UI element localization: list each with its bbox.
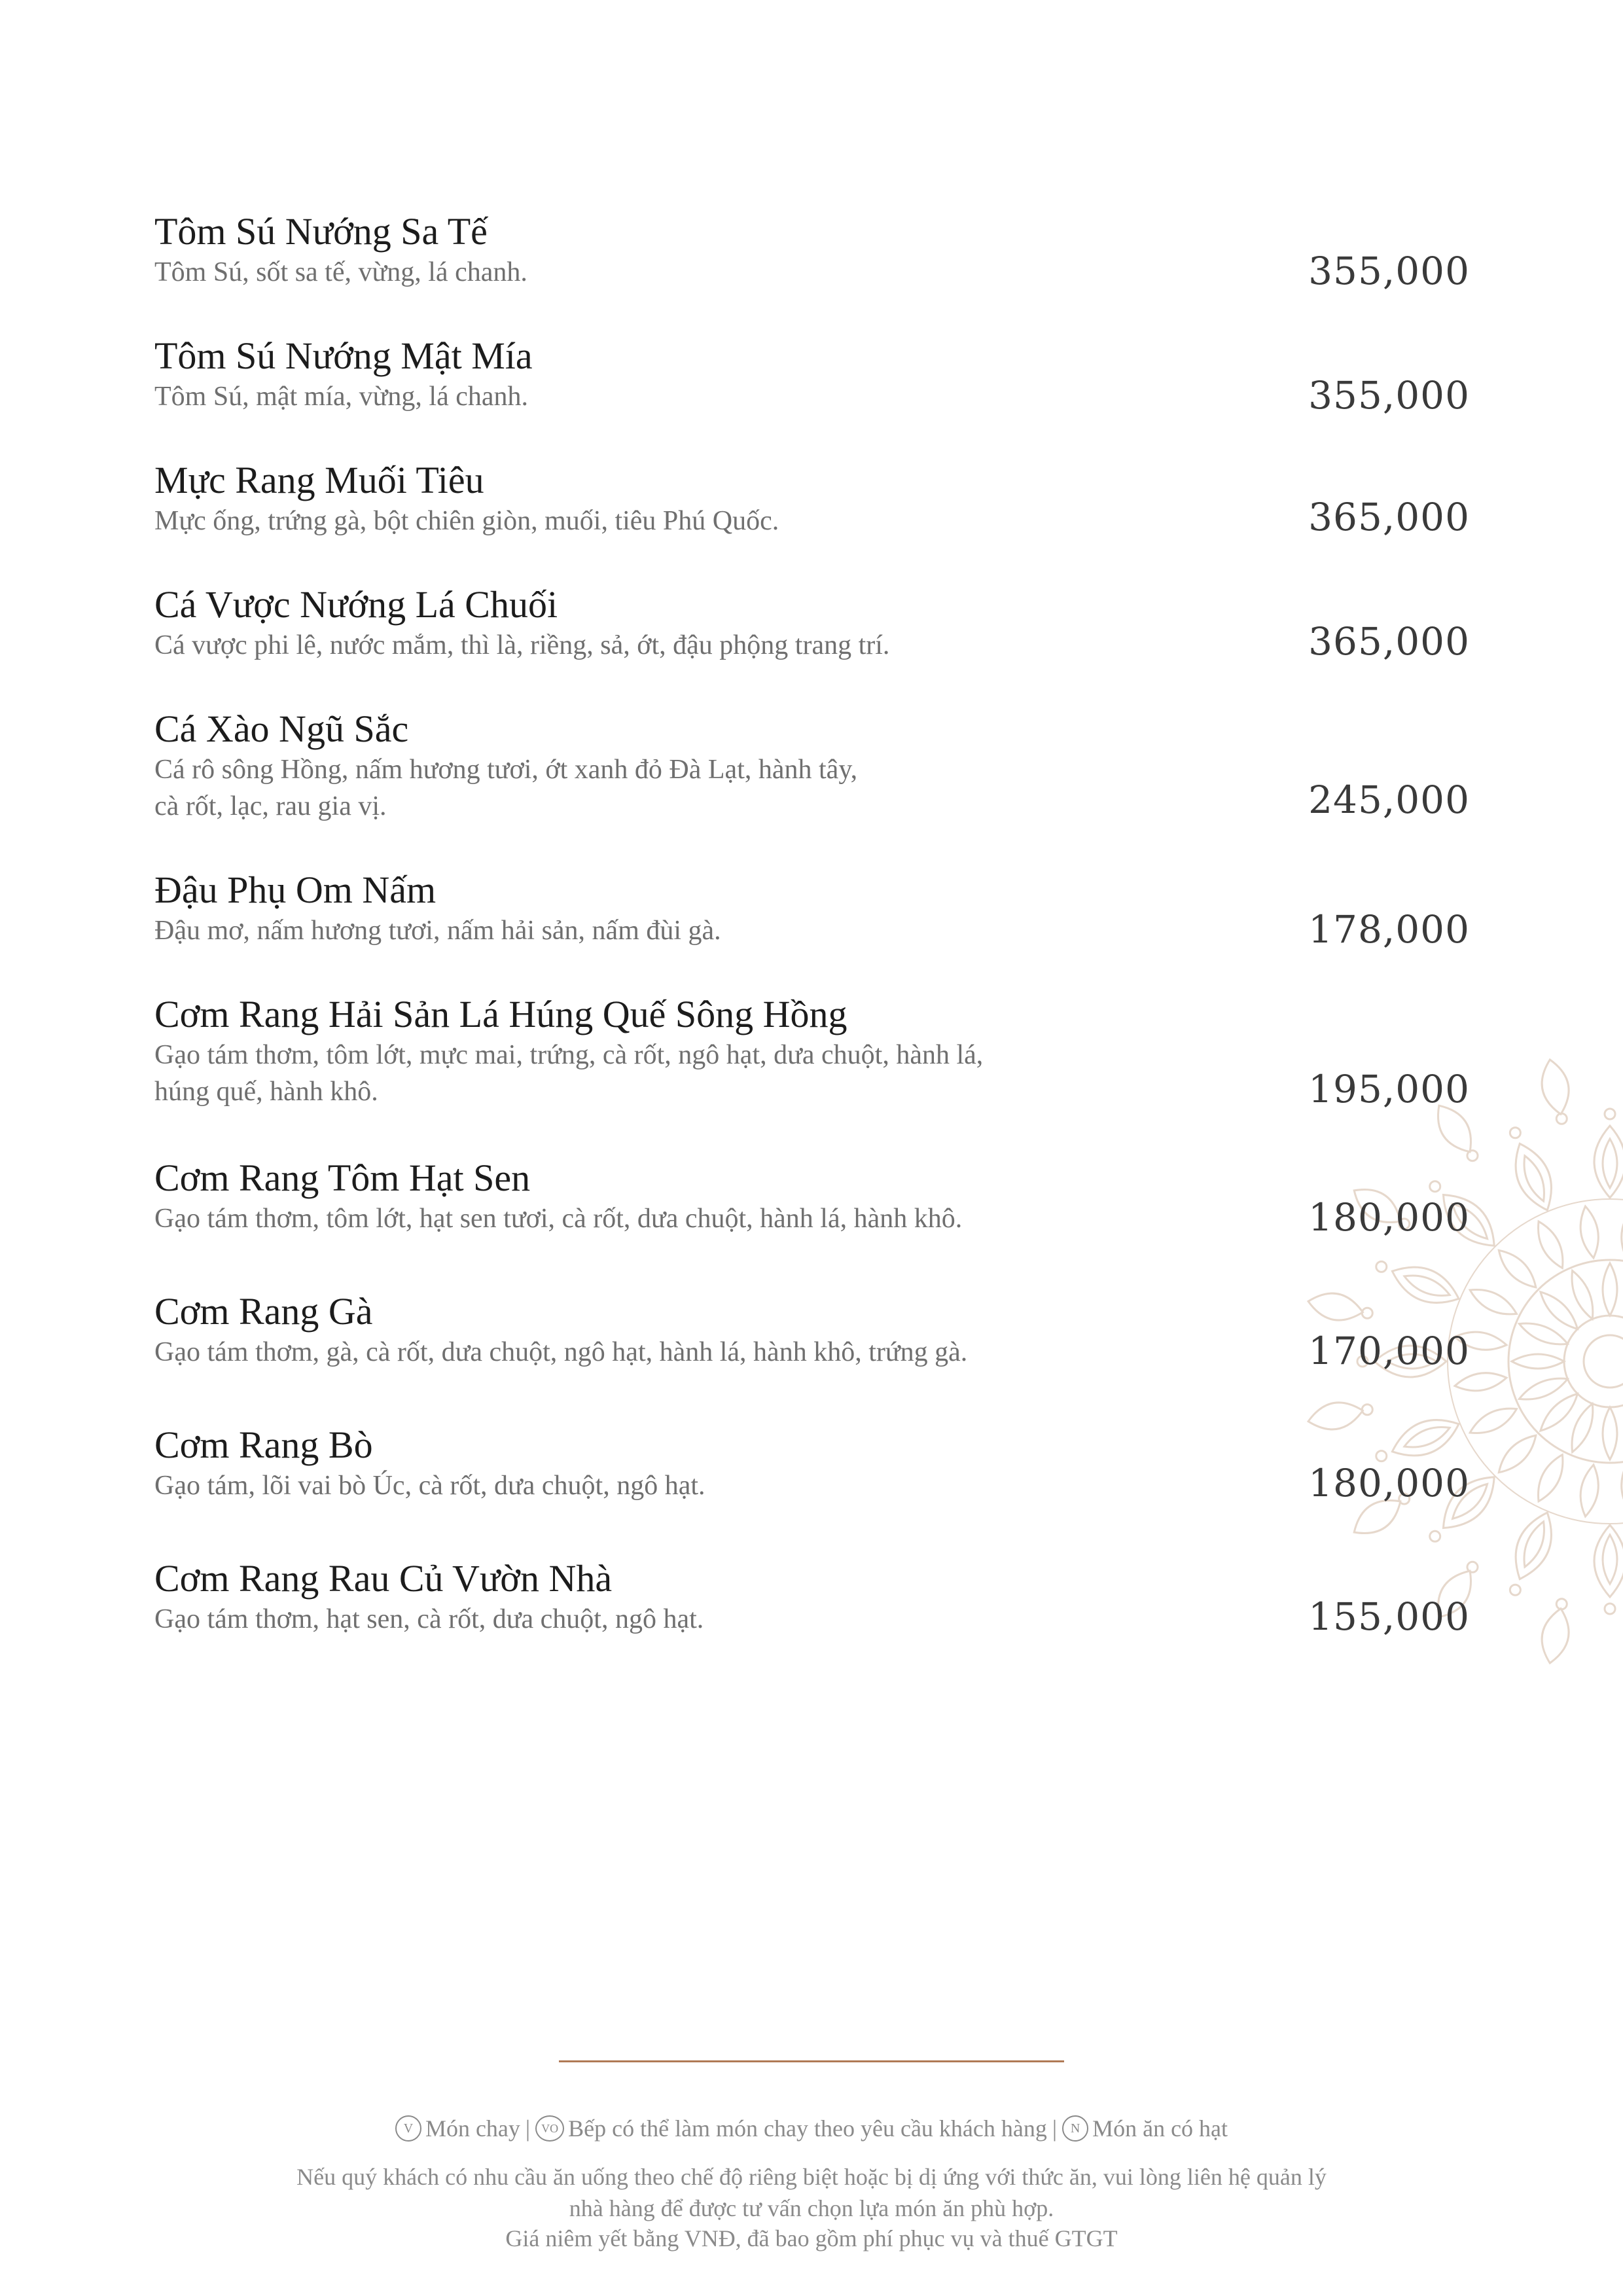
dish-name: Cơm Rang Gà: [154, 1290, 373, 1333]
dish-name: Cơm Rang Tôm Hạt Sen: [154, 1157, 531, 1199]
dish-price: 355,000: [1308, 249, 1470, 293]
menu-item: [154, 332, 1470, 418]
dish-name: Cơm Rang Bò: [154, 1424, 373, 1466]
dietary-legend: [0, 2113, 1623, 2144]
menu-item: [154, 991, 1470, 1110]
menu-item: [154, 867, 1470, 952]
dish-name: Đậu Phụ Om Nấm: [154, 869, 437, 911]
dish-name: Tôm Sú Nướng Sa Tế: [154, 210, 488, 253]
dish-name: Cơm Rang Hải Sản Lá Húng Quế Sông Hồng: [154, 993, 847, 1035]
dish-price: 170,000: [1308, 1329, 1470, 1373]
dish-name: Cơm Rang Rau Củ Vườn Nhà: [154, 1557, 613, 1600]
dish-description: Gạo tám thơm, gà, cà rốt, dưa chuột, ngô hạt, hành lá, hành khô, trứng gà.: [154, 1337, 968, 1367]
menu-item: [154, 1288, 1470, 1371]
dish-price: 180,000: [1308, 1461, 1470, 1505]
nuts-label: Món ăn có hạt: [1092, 2115, 1228, 2142]
footer-divider: [559, 2060, 1064, 2062]
dish-price: 195,000: [1308, 1067, 1470, 1111]
dish-description: Cá rô sông Hồng, nấm hương tươi, ớt xanh đỏ Đà Lạt, hành tây, cà rốt, lạc, rau gia vị.: [154, 755, 858, 821]
allergy-note: Nếu quý khách có nhu cầu ăn uống theo chế độ riêng biệt hoặc bị dị ứng với thức ăn, vui lòng liên hệ quản lý: [296, 2164, 1327, 2190]
menu-item: [154, 581, 1470, 664]
legend-separator: |: [1052, 2115, 1058, 2142]
menu-item: [154, 208, 1470, 291]
menu-item: [154, 1555, 1470, 1638]
nuts-badge-icon: N: [1062, 2115, 1088, 2142]
dish-description: Gạo tám thơm, tôm lớt, mực mai, trứng, cà rốt, ngô hạt, dưa chuột, hành lá, húng quế, hành khô.: [154, 1040, 984, 1107]
dish-description: Mực ống, trứng gà, bột chiên giòn, muối, tiêu Phú Quốc.: [154, 506, 779, 536]
dish-name: Tôm Sú Nướng Mật Mía: [154, 334, 533, 377]
dish-price: 178,000: [1308, 907, 1470, 952]
vegetarian-option-badge-icon: VO: [535, 2115, 564, 2142]
vegetarian-option-label: Bếp có thể làm món chay theo yêu cầu khách hàng: [568, 2115, 1047, 2142]
price-note: Giá niêm yết bằng VNĐ, đã bao gồm phí phục vụ và thuế GTGT: [505, 2225, 1118, 2251]
menu-item: [154, 1155, 1470, 1240]
dish-price: 355,000: [1308, 373, 1470, 418]
menu-item: [154, 1422, 1470, 1504]
menu-item: [154, 457, 1470, 539]
dish-price: 180,000: [1308, 1195, 1470, 1240]
dish-name: Mực Rang Muối Tiêu: [154, 459, 484, 501]
dish-name: Cá Vược Nướng Lá Chuối: [154, 583, 558, 626]
allergy-note-continued: nhà hàng để được tư vấn chọn lựa món ăn phù hợp.: [569, 2195, 1054, 2221]
legend-separator: |: [525, 2115, 531, 2142]
dish-description: Gạo tám thơm, tôm lớt, hạt sen tươi, cà rốt, dưa chuột, hành lá, hành khô.: [154, 1204, 963, 1234]
dish-price: 155,000: [1308, 1594, 1470, 1639]
dish-price: 245,000: [1308, 778, 1470, 822]
dish-description: Gạo tám, lõi vai bò Úc, cà rốt, dưa chuột, ngô hạt.: [154, 1471, 705, 1501]
dish-name: Cá Xào Ngũ Sắc: [154, 708, 409, 750]
vegetarian-badge-icon: V: [395, 2115, 421, 2142]
dish-description: Tôm Sú, mật mía, vừng, lá chanh.: [154, 382, 528, 412]
dish-description: Gạo tám thơm, hạt sen, cà rốt, dưa chuột, ngô hạt.: [154, 1604, 704, 1634]
dish-description: Đậu mơ, nấm hương tươi, nấm hải sản, nấm đùi gà.: [154, 916, 721, 946]
dish-price: 365,000: [1308, 495, 1470, 539]
dish-price: 365,000: [1308, 619, 1470, 664]
menu-list: [154, 0, 1470, 1702]
dish-description: Cá vược phi lê, nước mắm, thì là, riềng, sả, ớt, đậu phộng trang trí.: [154, 630, 890, 660]
menu-item: [154, 706, 1470, 825]
vegetarian-label: Món chay: [425, 2115, 520, 2142]
dish-description: Tôm Sú, sốt sa tế, vừng, lá chanh.: [154, 257, 527, 287]
